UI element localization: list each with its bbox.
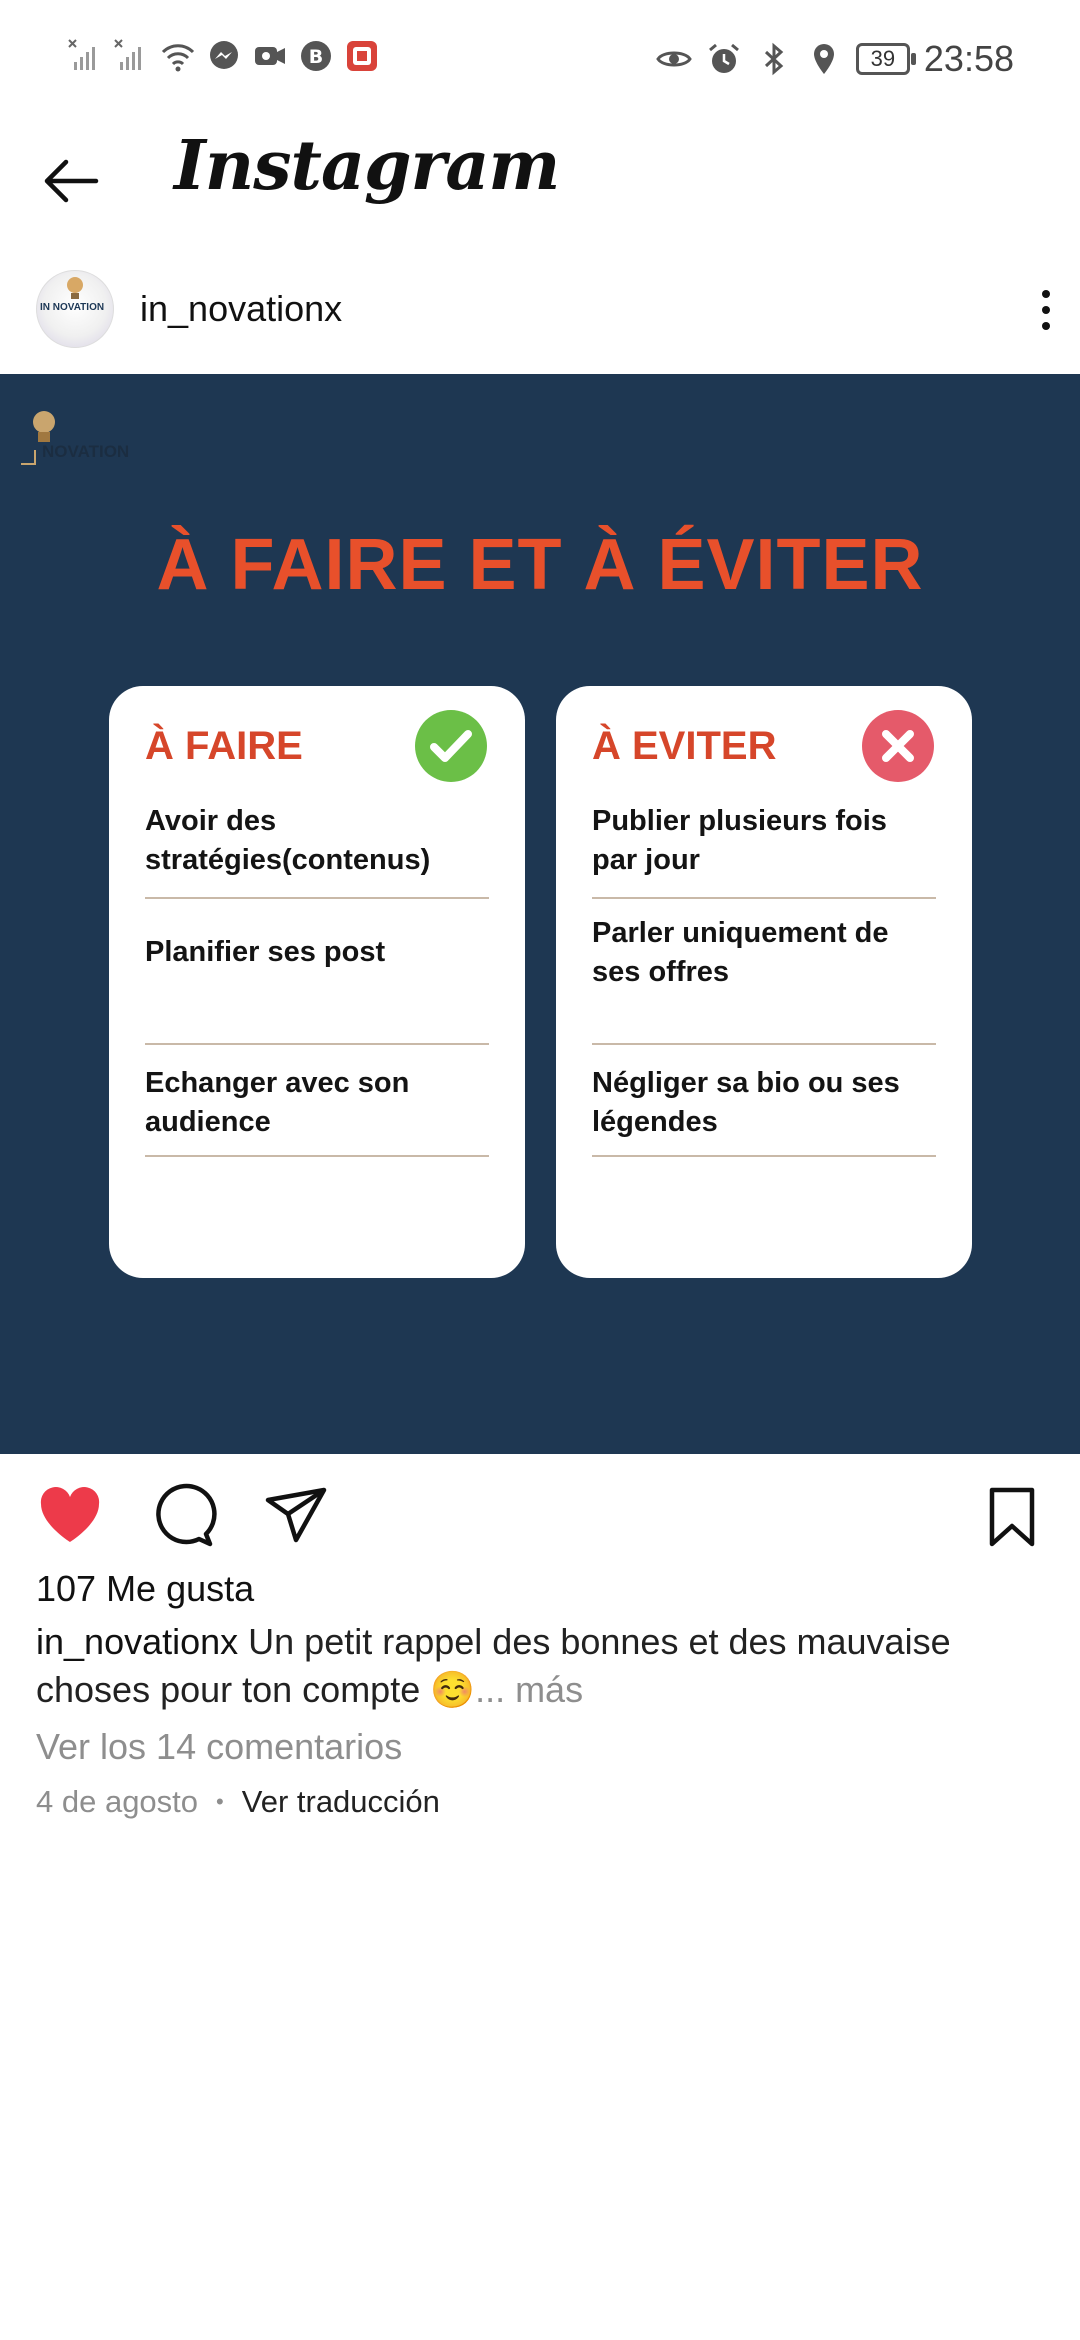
lightbulb-icon (63, 275, 87, 303)
messenger-icon (206, 38, 242, 74)
app-title: Instagram (174, 126, 560, 206)
post-date: 4 de agosto (36, 1784, 199, 1819)
cross-icon (862, 710, 934, 782)
app-icon (344, 38, 380, 74)
do-card-heading: À FAIRE (145, 724, 303, 768)
avoid-item: Publier plusieurs fois par jour (592, 805, 887, 876)
divider (592, 1043, 936, 1045)
post-header (0, 250, 1080, 374)
divider (145, 1043, 489, 1045)
heart-filled-icon[interactable] (36, 1482, 104, 1550)
bitcoin-icon (298, 38, 334, 74)
avatar-text: IN NOVATION (40, 302, 105, 313)
battery-indicator: 39 (856, 43, 910, 75)
do-item: Avoir des stratégies(contenus) (145, 805, 431, 876)
bookmark-icon[interactable] (978, 1482, 1046, 1550)
status-icons-left (68, 38, 380, 74)
brand-logo-text: NOVATION (42, 442, 130, 461)
avoid-item: Parler uniquement de ses offres (592, 917, 889, 988)
likes-count[interactable]: 107 Me gusta (36, 1568, 255, 1609)
check-icon (415, 710, 487, 782)
bluetooth-icon (756, 41, 792, 77)
send-icon[interactable] (262, 1482, 330, 1550)
wifi-icon (160, 38, 196, 74)
divider (592, 897, 936, 899)
do-item: Echanger avec son audience (145, 1067, 410, 1138)
separator-dot: • (216, 1789, 224, 1814)
avoid-item: Négliger sa bio ou ses légendes (592, 1067, 900, 1138)
post-image-title: À FAIRE ET À ÉVITER (156, 525, 924, 605)
app-header (0, 120, 1080, 250)
post-username[interactable]: in_novationx (140, 288, 343, 329)
view-comments-link[interactable]: Ver los 14 comentarios (36, 1726, 403, 1767)
eye-icon (656, 41, 692, 77)
do-card (109, 686, 525, 1278)
post-actions (0, 1454, 1080, 1574)
alarm-icon (706, 41, 742, 77)
camera-icon (252, 38, 288, 74)
more-vertical-icon[interactable] (1034, 286, 1058, 334)
translate-link[interactable]: Ver traducción (241, 1784, 440, 1819)
status-bar (0, 0, 1080, 120)
avatar[interactable] (36, 270, 114, 348)
post-meta (36, 1784, 440, 1820)
avoid-card (556, 686, 972, 1278)
signal-x-icon (68, 38, 104, 74)
caption-username[interactable]: in_novationx (36, 1621, 239, 1662)
caption-text: Un petit rappel des bonnes et des mauvaise choses pour ton compte ☺️ (36, 1621, 951, 1710)
signal-x-icon (114, 38, 150, 74)
post-caption (36, 1618, 1046, 1714)
status-time: 23:58 (923, 38, 1014, 79)
comment-icon[interactable] (150, 1482, 218, 1550)
location-icon (806, 41, 842, 77)
status-icons-right (656, 38, 1014, 80)
divider (145, 1155, 489, 1157)
divider (592, 1155, 936, 1157)
svg-text:B: B (308, 46, 324, 68)
divider (145, 897, 489, 899)
post-image[interactable] (0, 374, 1080, 1454)
do-item: Planifier ses post (145, 936, 386, 968)
avoid-card-heading: À EVITER (592, 724, 777, 768)
brand-logo-icon (18, 404, 158, 474)
arrow-left-icon[interactable] (38, 148, 104, 214)
caption-more-link[interactable]: ... más (475, 1669, 584, 1710)
